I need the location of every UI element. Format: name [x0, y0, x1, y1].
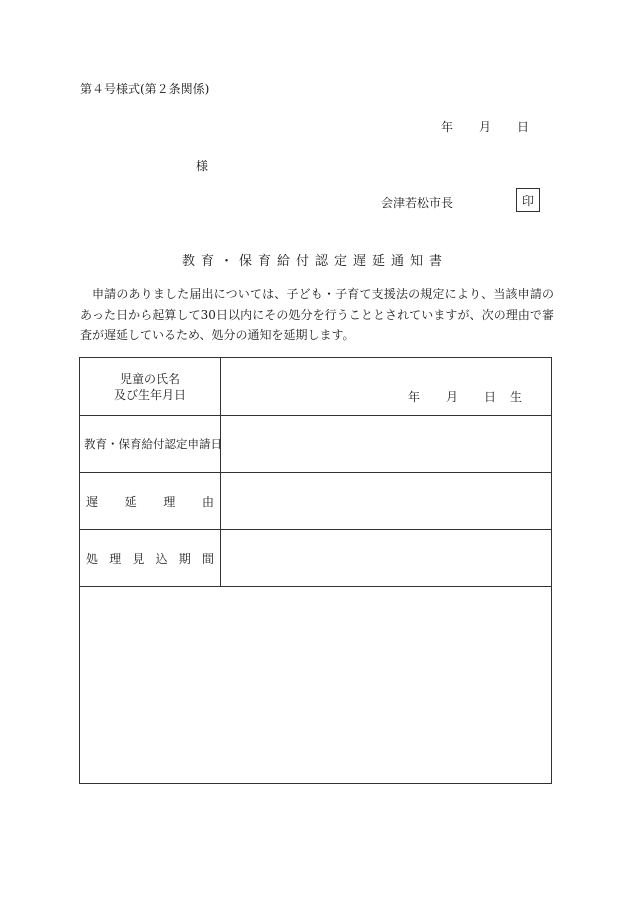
free-text-area: [80, 587, 551, 783]
label-line-2: 及 び 生 年 月 日: [113, 387, 187, 402]
seal-box: [516, 188, 540, 212]
label-application-date: 教育・保育給付認定申請日: [80, 416, 221, 472]
form-table: [79, 357, 552, 784]
body-text: 申請のありました届出については、子ども・子育て支援法の規定により、当該申請のあった日から起算して30日以内にその処分を行うこととされていますが、次の理由で審査が遅延しているため、処分の通知を延期します。: [80, 287, 554, 342]
label-child-name-birthdate: [80, 358, 221, 415]
notice-date: [441, 118, 529, 135]
date-year: 年: [441, 120, 454, 134]
label-delay-reason: 遅 延 理 由: [80, 473, 221, 529]
seal-text: 印: [521, 193, 534, 208]
addressee-honorific: 様: [196, 159, 209, 173]
table-row-expected-period: [80, 530, 551, 587]
form-number: 第４号様式(第２条関係): [80, 82, 210, 96]
table-row-delay-reason: [80, 473, 551, 530]
label-expected-period: 処 理 見 込 期 間: [80, 530, 221, 586]
label-line-1: 児 童 の 氏 名: [119, 371, 181, 386]
date-day: 日: [517, 120, 530, 134]
table-row-child-name: [80, 358, 551, 416]
table-row-application-date: [80, 416, 551, 473]
issuer-name: 会津若松市長: [381, 196, 454, 210]
date-month: 月: [479, 120, 492, 134]
document-title: 教育・保育給付認定遅延通知書: [181, 254, 448, 269]
birth-date: 年 月 日 生: [408, 390, 523, 404]
